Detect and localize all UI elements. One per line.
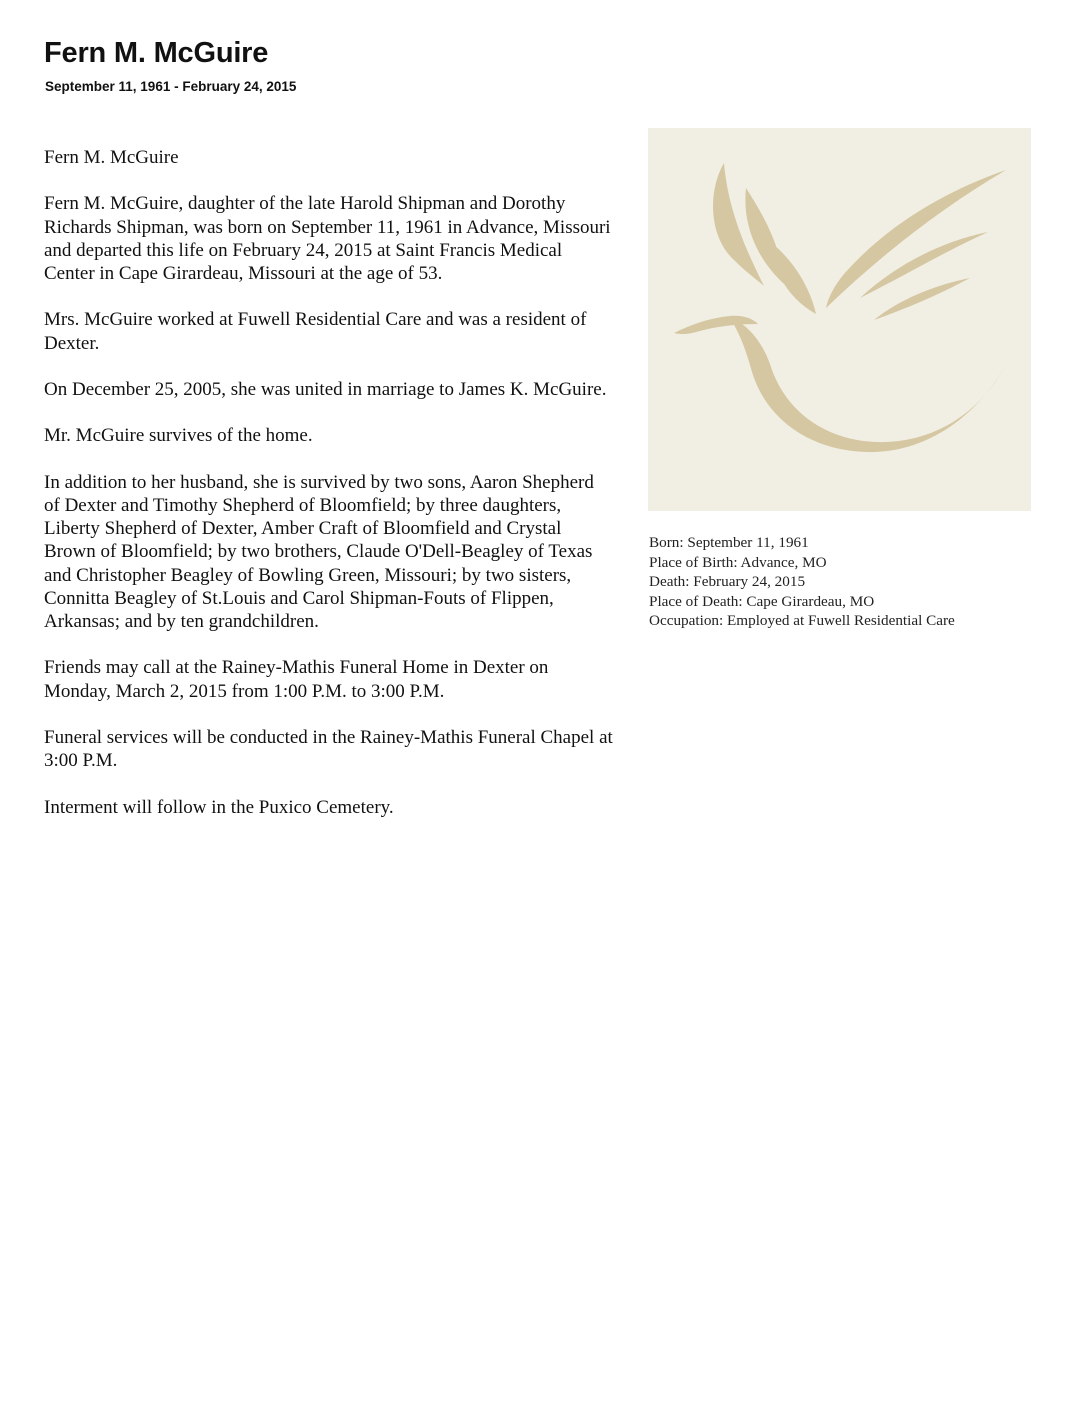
- obituary-paragraph: Mrs. McGuire worked at Fuwell Residential Care and was a resident of Dexter.: [44, 309, 587, 354]
- obituary-paragraph: Interment will follow in the Puxico Cemetery.: [44, 796, 394, 818]
- page-title: Fern M. McGuire: [44, 37, 269, 69]
- memorial-image: [648, 128, 1031, 511]
- born-fact: Born: September 11, 1961: [649, 534, 809, 551]
- obituary-text: [44, 146, 614, 842]
- occupation-fact: Occupation: Employed at Fuwell Residential Care: [649, 612, 955, 630]
- place-of-birth-fact: Place of Birth: Advance, MO: [649, 553, 827, 571]
- death-fact: Death: February 24, 2015: [649, 573, 806, 591]
- place-of-death-fact: Place of Death: Cape Girardeau, MO: [649, 592, 875, 610]
- obituary-paragraph: Fern M. McGuire, daughter of the late Harold Shipman and Dorothy Richards Shipman, was born on September 11, 1961 in Advance, Missouri and departed this life on February 24, 2015 at Saint Francis Medical Center in Cape Girardeau, Missouri at the age of 53.: [44, 193, 611, 284]
- obituary-paragraph: Funeral services will be conducted in the Rainey-Mathis Funeral Chapel at 3:00 P.M.: [44, 726, 613, 772]
- obituary-paragraph: Friends may call at the Rainey-Mathis Funeral Home in Dexter on Monday, March 2, 2015 from 1:00 P.M. to 3:00 P.M.: [44, 657, 549, 702]
- obituary-paragraph: On December 25, 2005, she was united in marriage to James K. McGuire.: [44, 378, 607, 400]
- obituary-paragraph: Mr. McGuire survives of the home.: [44, 425, 313, 447]
- life-dates: September 11, 1961 - February 24, 2015: [45, 79, 297, 94]
- dove-icon: [648, 128, 1031, 511]
- obituary-paragraph: In addition to her husband, she is survived by two sons, Aaron Shepherd of Dexter and Timothy Shepherd of Bloomfield; by three daughters, Liberty Shepherd of Dexter, Amber Craft of Bloomfield and Crystal Brown of Bloomfield; by two brothers, Claude O'Dell-Beagley of Texas and Christopher Beagley of Bowling Green, Missouri; by two sisters, Connitta Beagley of St.Louis and Carol Shipman-Fouts of Flippen, Arkansas; and by ten grandchildren.: [44, 471, 594, 632]
- vital-facts: [649, 533, 955, 631]
- obituary-paragraph: Fern M. McGuire: [44, 147, 179, 168]
